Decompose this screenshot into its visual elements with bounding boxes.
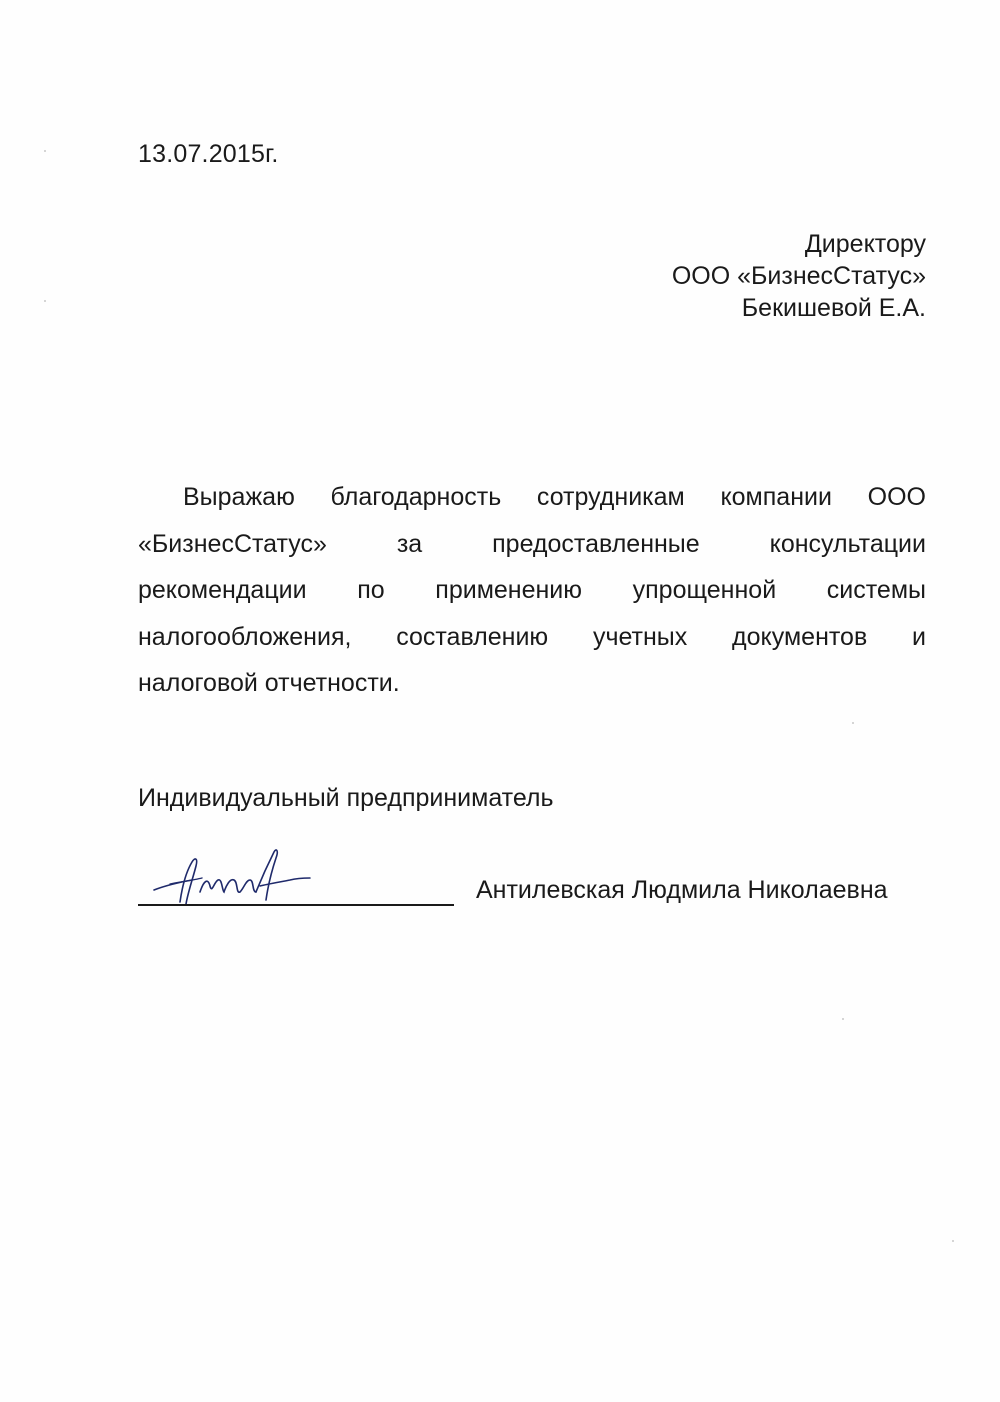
body-line: [138, 614, 926, 661]
scan-speck: [852, 722, 854, 724]
body-word: документов: [732, 622, 868, 651]
recipient-block: [672, 228, 926, 324]
body-word: Выражаю: [183, 483, 295, 511]
body-word: за: [396, 529, 423, 558]
recipient-company: ООО «БизнесСтатус»: [671, 262, 926, 290]
body-line: [138, 474, 926, 521]
handwritten-signature: [140, 842, 320, 920]
body-word: ООО: [867, 483, 926, 511]
body-word: упрощенной: [632, 576, 777, 604]
signer-name: Антилевская Людмила Николаевна: [476, 876, 888, 904]
body-line: [138, 521, 926, 568]
body-word: «БизнесСтатус»: [138, 529, 327, 558]
body-word: учетных: [592, 622, 688, 651]
recipient-title: Директору: [804, 230, 926, 258]
body-word: налоговой отчетности.: [138, 669, 400, 697]
body-word: предоставленные: [492, 529, 700, 558]
letter-date: 13.07.2015г.: [138, 140, 279, 168]
body-word: компании: [720, 483, 832, 511]
body-word: составлению: [396, 622, 549, 651]
body-word: рекомендации: [138, 576, 307, 604]
scan-speck: [842, 1018, 844, 1020]
body-word: консультации: [769, 529, 926, 558]
scan-speck: [952, 1240, 954, 1242]
body-word: налогообложения,: [138, 622, 352, 651]
signer-role: Индивидуальный предприниматель: [138, 784, 554, 812]
body-word: применению: [435, 576, 583, 604]
body-word: и: [912, 622, 926, 651]
letter-body: [138, 474, 926, 707]
body-word: по: [357, 576, 385, 604]
scan-speck: [44, 300, 46, 302]
scan-speck: [44, 150, 46, 152]
body-word: благодарность: [330, 483, 502, 511]
signature-line: [138, 904, 454, 906]
body-word: сотрудникам: [536, 483, 685, 511]
body-line: [138, 567, 926, 614]
body-word: системы: [826, 576, 926, 604]
body-line: [138, 660, 926, 707]
recipient-name: Бекишевой Е.А.: [741, 294, 926, 322]
